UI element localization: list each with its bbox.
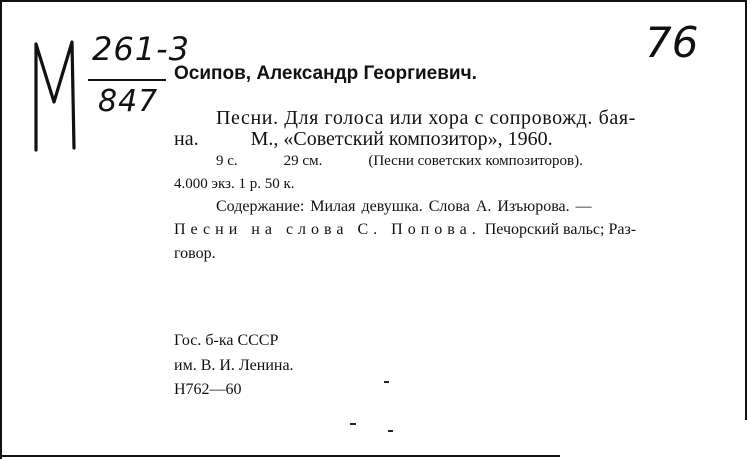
scan-speck bbox=[350, 423, 356, 425]
title-line-2 bbox=[174, 128, 553, 151]
library-line-1: Гос. б-ка СССР bbox=[174, 332, 279, 349]
series: (Песни советских композиторов). bbox=[368, 153, 583, 169]
card-border-bottom bbox=[0, 455, 560, 457]
pages: 9 с. bbox=[216, 153, 238, 169]
contents-line-3: говор. bbox=[174, 245, 216, 262]
contents-line-2 bbox=[174, 221, 636, 239]
contents-line-1: Содержание: Милая девушка. Слова А. Изъюрова. — bbox=[216, 198, 592, 215]
contents-spaced-title: Песни на слова С. Попова. bbox=[174, 221, 481, 238]
imprint: М., «Советский композитор», 1960. bbox=[250, 128, 553, 150]
copies-price: 4.000 экз. 1 р. 50 к. bbox=[174, 176, 295, 192]
size: 29 см. bbox=[283, 153, 323, 169]
card-border-right bbox=[745, 0, 747, 420]
shelfmark-letter bbox=[30, 32, 80, 152]
physical-description bbox=[216, 153, 583, 170]
library-line-2: им. В. И. Ленина. bbox=[174, 357, 294, 374]
shelfmark-top: 261-3 bbox=[92, 30, 190, 68]
title-line-1: Песни. Для голоса или хора с сопровожд. бая- bbox=[216, 107, 636, 129]
title-line-2-start: на. bbox=[174, 128, 199, 150]
contents-line-2-end: Печорский вальс; Раз- bbox=[480, 221, 637, 238]
card-number: 76 bbox=[645, 18, 699, 67]
shelfmark-bottom: 847 bbox=[98, 84, 159, 119]
library-line-3: Н762—60 bbox=[174, 381, 242, 398]
author-heading: Осипов, Александр Георгиевич. bbox=[174, 63, 477, 84]
shelfmark-divider bbox=[88, 79, 166, 81]
scan-speck bbox=[388, 430, 393, 432]
scan-speck bbox=[384, 381, 389, 383]
card-border-top bbox=[0, 0, 746, 2]
card-border-left bbox=[0, 0, 2, 459]
